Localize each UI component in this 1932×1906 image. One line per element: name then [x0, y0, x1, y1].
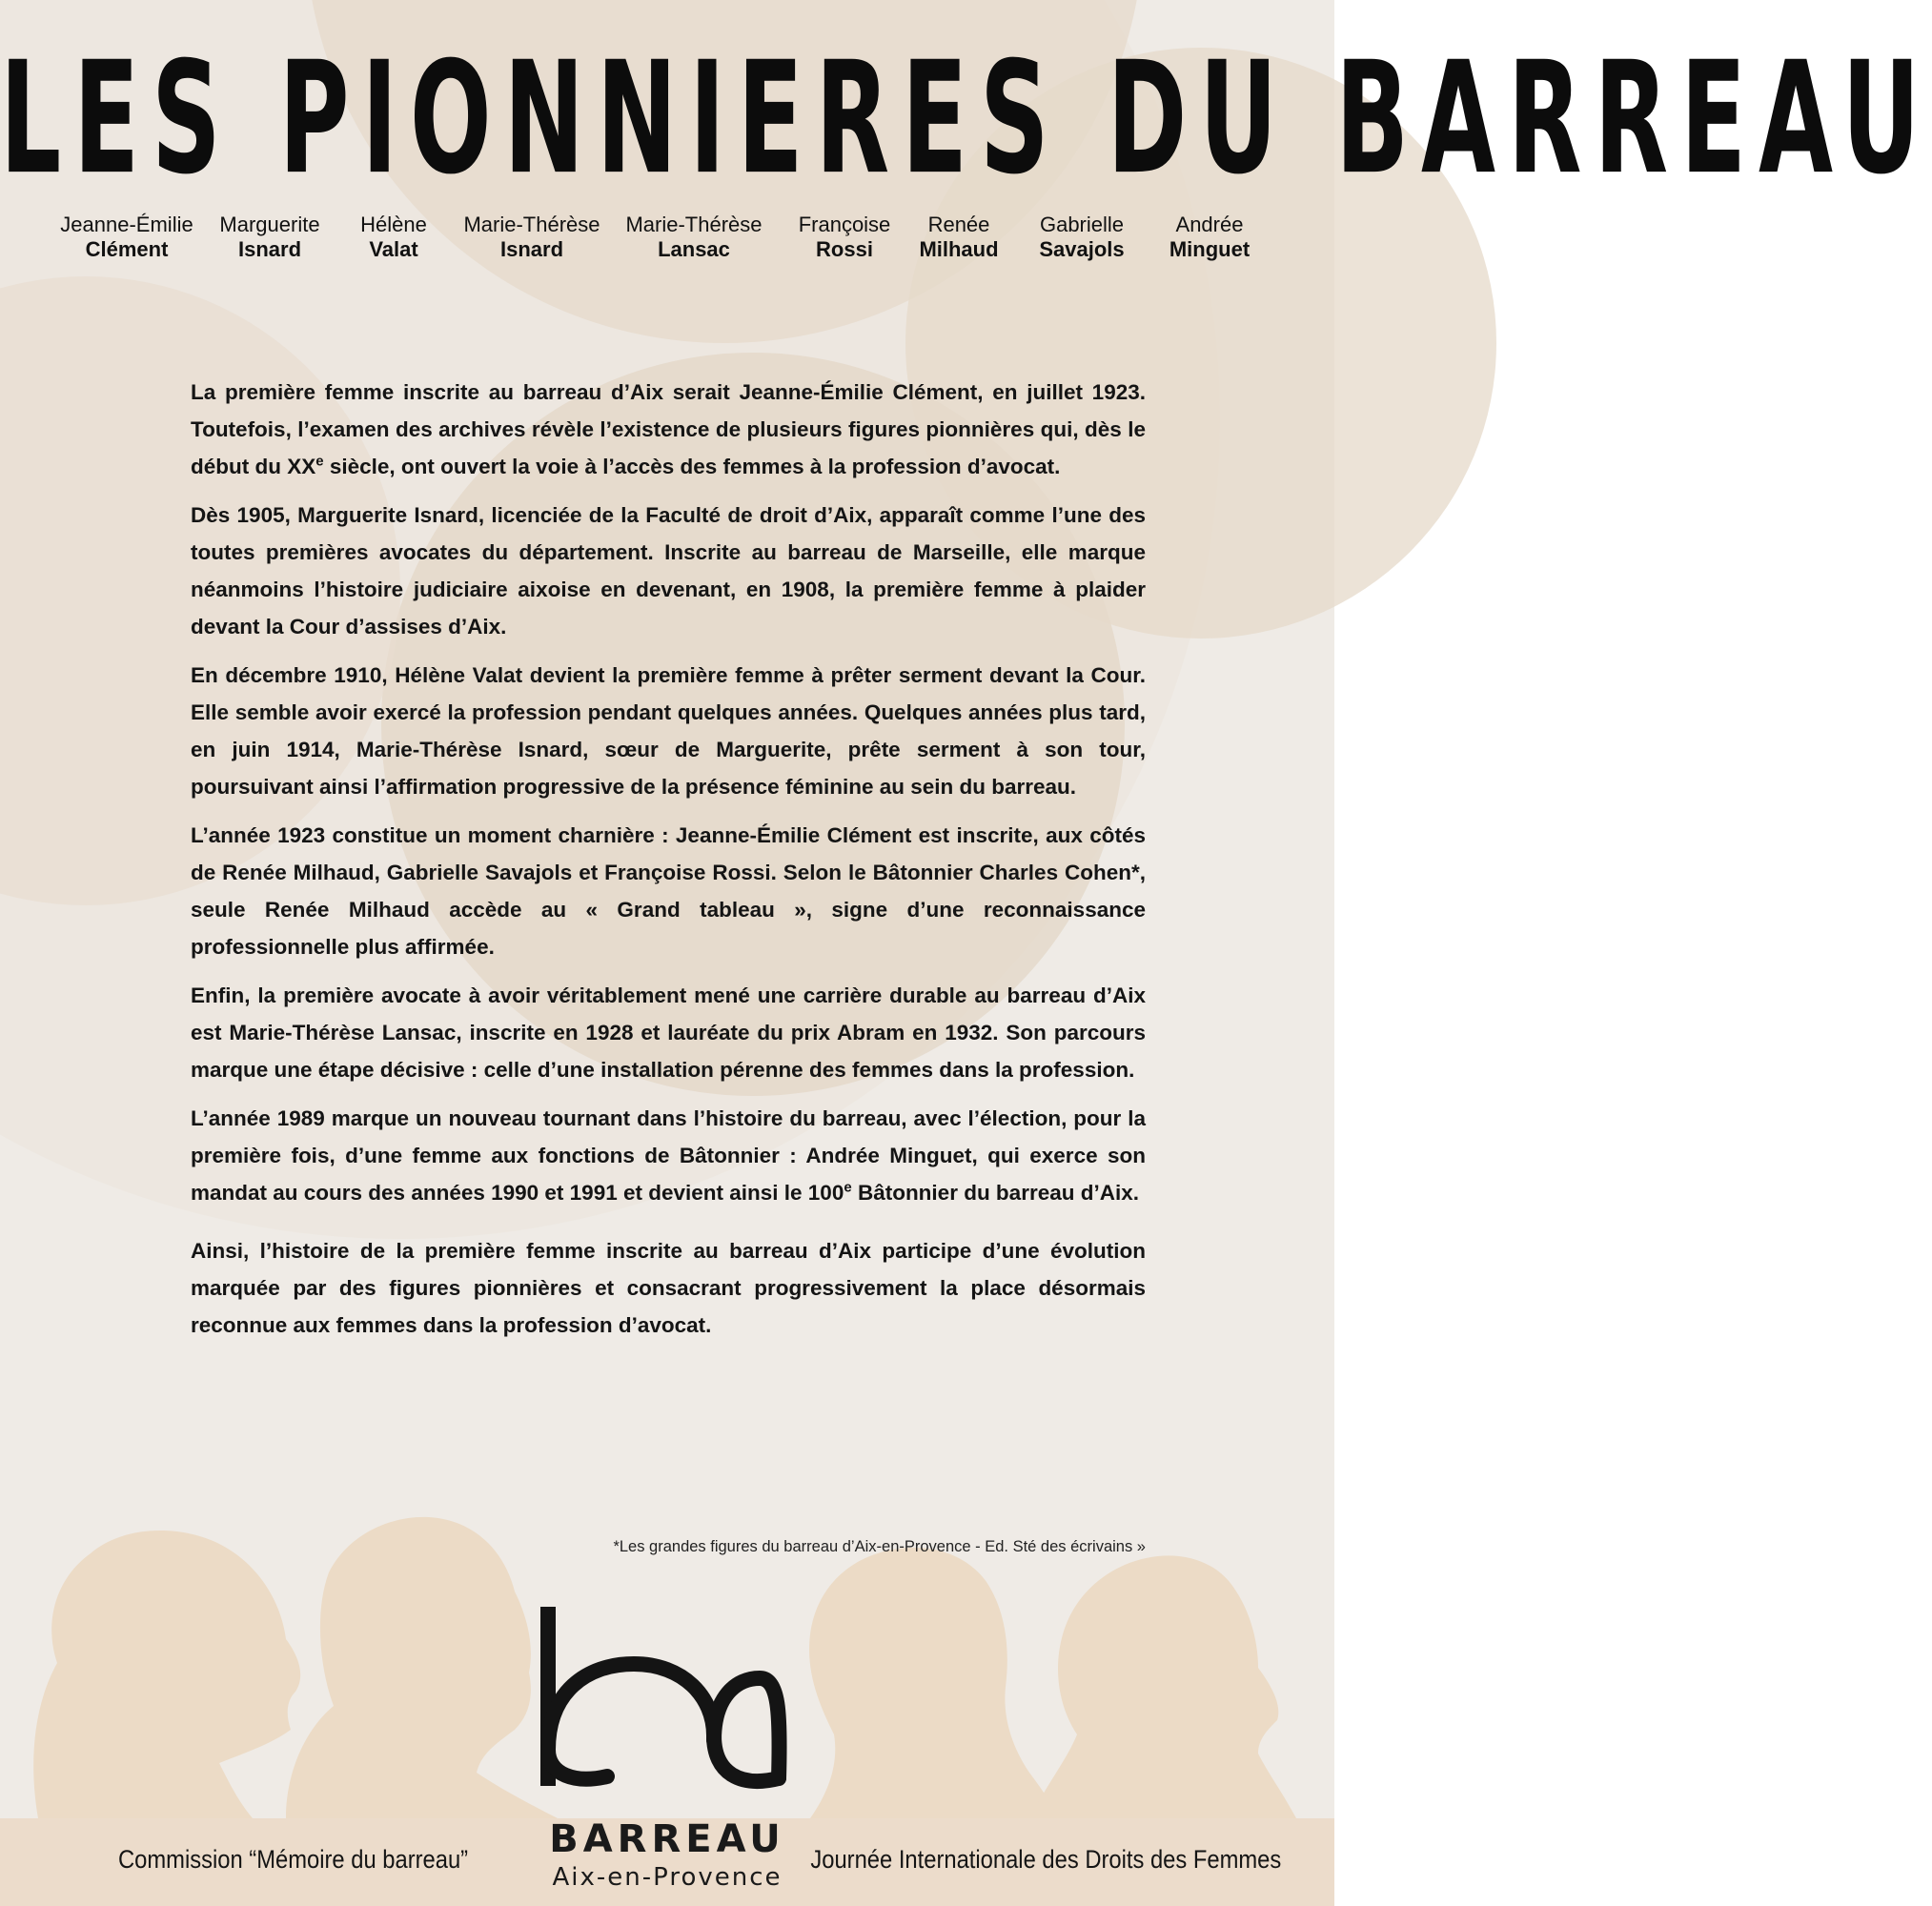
paragraph-text: La première femme inscrite au barreau d’Aix serait Jeanne-Émilie Clément, en juillet 1923. Toutefois, l’examen des archives révèle l’existence de plusieurs figures pionnières qui, dès le début du XX	[191, 380, 1146, 478]
pioneer-first-name: Françoise	[798, 213, 891, 236]
article-body	[191, 374, 1146, 1355]
paragraph: Enfin, la première avocate à avoir véritablement mené une carrière durable au barreau d’Aix est Marie-Thérèse Lansac, inscrite en 1928 et lauréate du prix Abram en 1932. Son parcours marque une étape décisive : celle d’une installation pérenne des femmes dans la profession.	[191, 983, 1146, 1082]
superscript: e	[315, 453, 324, 470]
pioneer-last-name: Isnard	[499, 237, 564, 261]
pioneer-last-name: Milhaud	[919, 237, 999, 261]
paragraph-text: Bâtonnier du barreau d’Aix.	[851, 1181, 1139, 1205]
pioneer-first-name: Marie-Thérèse	[463, 213, 600, 236]
paragraph: En décembre 1910, Hélène Valat devient la première femme à prêter serment devant la Cour. Elle semble avoir exercé la profession pendant quelques années. Quelques années plus tard, en juin 1914, Marie-Thérèse Isnard, sœur de Marguerite, prête serment à son tour, poursuivant ainsi l’affirmation progressive de la présence féminine au sein du barreau.	[191, 663, 1146, 799]
paragraph: L’année 1923 constitue un moment charnière : Jeanne-Émilie Clément est inscrite, aux côtés de Renée Milhaud, Gabrielle Savajols et Françoise Rossi. Selon le Bâtonnier Charles Cohen*, seule Renée Milhaud accède au « Grand tableau », signe d’une reconnaissance professionnelle plus affirmée.	[191, 823, 1146, 959]
pioneer-first-name: Marguerite	[219, 213, 320, 236]
pioneer-last-name: Lansac	[658, 237, 730, 261]
paragraph: Dès 1905, Marguerite Isnard, licenciée de la Faculté de droit d’Aix, apparaît comme l’une des toutes premières avocates du département. Inscrite au barreau de Marseille, elle marque néanmoins l’histoire judiciaire aixoise en devenant, en 1908, la première femme à plaider devant la Cour d’assises d’Aix.	[191, 503, 1146, 639]
superscript: e	[844, 1179, 852, 1196]
pioneer-first-name: Renée	[927, 213, 990, 236]
paragraph-text: siècle, ont ouvert la voie à l’accès des femmes à la profession d’avocat.	[323, 455, 1061, 478]
silhouette-4	[1029, 1555, 1296, 1818]
pioneer-last-name: Isnard	[237, 237, 302, 261]
pioneer-first-name: Andrée	[1175, 213, 1244, 236]
footer-event: Journée Internationale des Droits des Femmes	[810, 1845, 1281, 1874]
paragraph-text: L’année 1989 marque un nouveau tournant dans l’histoire du barreau, avec l’élection, pour la première fois, d’une femme aux fonctions de Bâtonnier : Andrée Minguet, qui exerce son mandat au cours des années 1990 et 1991 et devient ainsi le 100	[191, 1106, 1146, 1205]
logo-brand-city: Aix-en-Provence	[552, 1863, 783, 1892]
pioneer-last-name: Minguet	[1169, 237, 1251, 261]
paragraph: Ainsi, l’histoire de la première femme inscrite au barreau d’Aix participe d’une évolution marquée par des figures pionnières et consacrant progressivement la place désormais reconnue aux femmes dans la profession d’avocat.	[191, 1239, 1146, 1337]
pioneer-last-name: Clément	[85, 237, 169, 261]
footnote: *Les grandes figures du barreau d’Aix-en-Provence - Ed. Sté des écrivains »	[613, 1538, 1146, 1555]
silhouette-1	[33, 1531, 300, 1818]
pioneer-last-name: Valat	[369, 237, 418, 261]
silhouette-2	[286, 1517, 558, 1818]
pioneer-name	[1129, 213, 1291, 262]
logo-brand-name: BARREAU	[549, 1817, 785, 1861]
pioneer-first-name: Gabrielle	[1039, 213, 1125, 236]
pioneer-last-name: Rossi	[816, 237, 873, 261]
pioneer-first-name: Marie-Thérèse	[625, 213, 763, 236]
paragraph	[191, 374, 1146, 485]
pioneer-name	[451, 213, 613, 262]
pioneer-first-name: Jeanne-Émilie	[60, 213, 193, 236]
pioneer-name	[46, 213, 208, 262]
silhouette-3	[809, 1548, 1058, 1818]
page-title: LES PIONNIERES DU BARREAU	[0, 29, 1932, 210]
pioneer-name	[613, 213, 775, 262]
pioneer-names	[46, 213, 1289, 270]
pioneer-first-name: Hélène	[360, 213, 427, 236]
footer-commission: Commission “Mémoire du barreau”	[118, 1845, 469, 1874]
barreau-logo-icon	[540, 1607, 788, 1788]
paragraph	[191, 1100, 1146, 1211]
pioneer-last-name: Savajols	[1039, 237, 1125, 261]
